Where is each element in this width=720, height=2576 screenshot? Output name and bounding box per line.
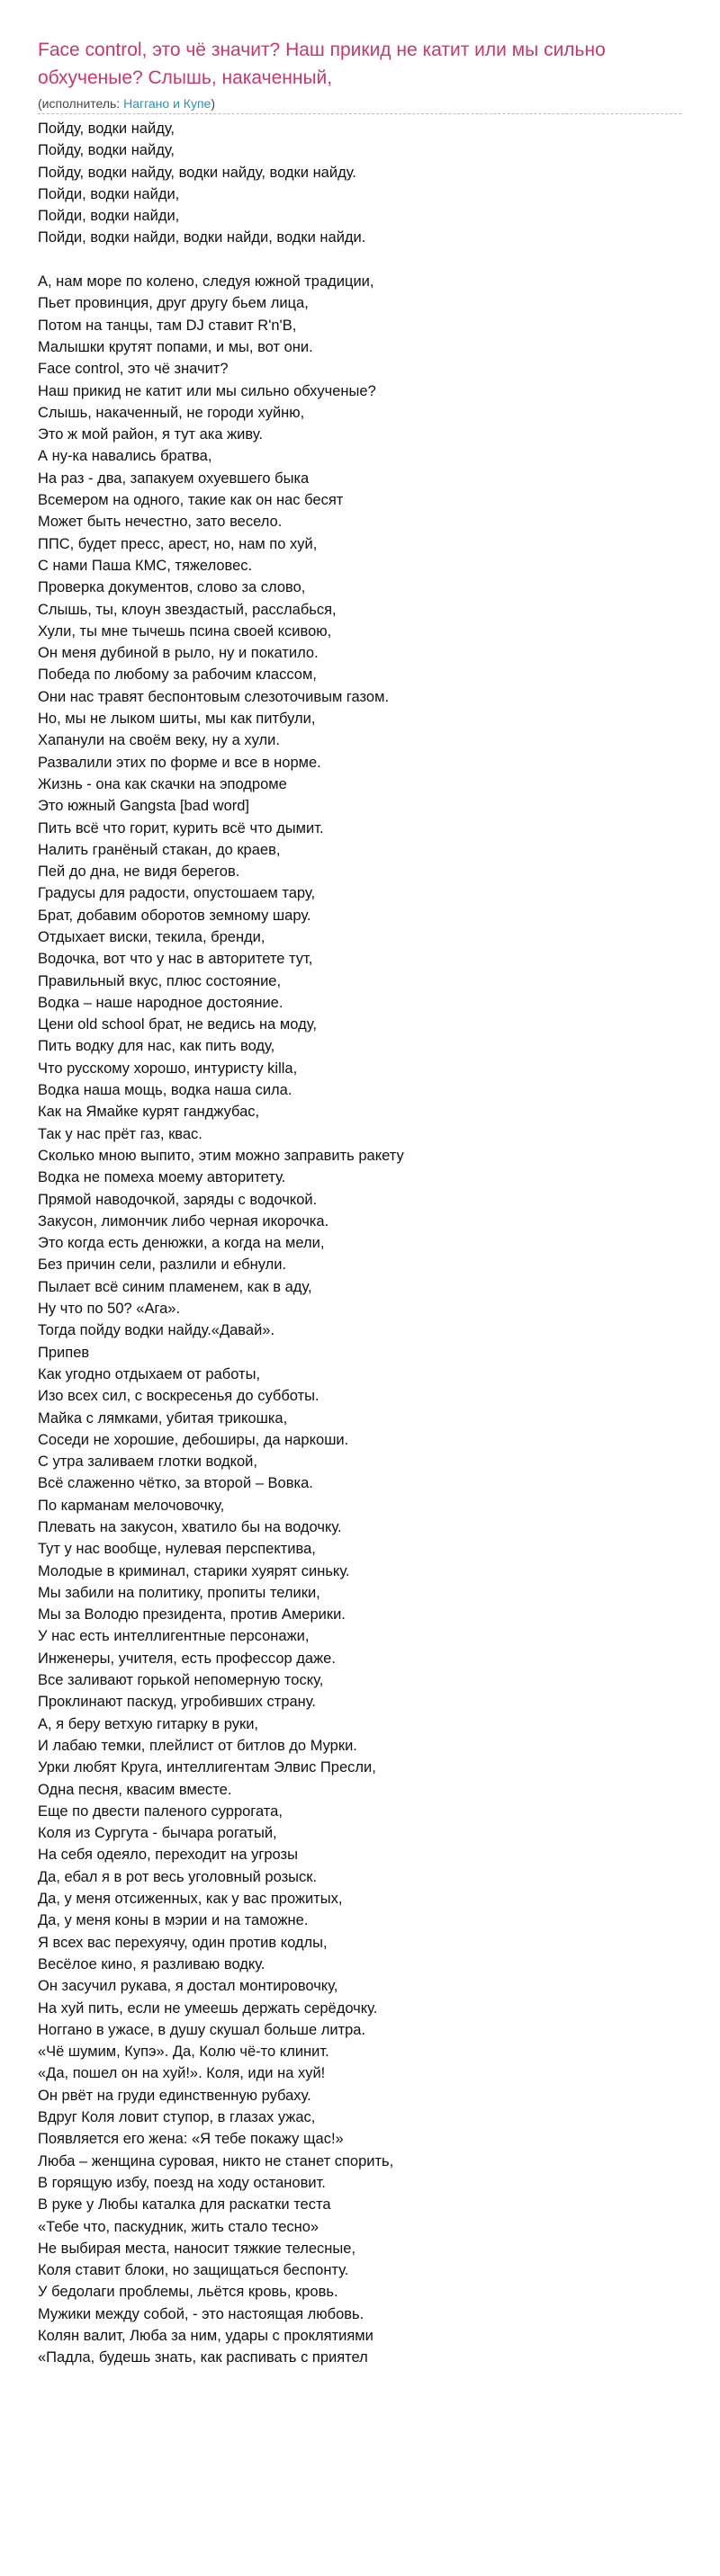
lyric-line: Это ж мой район, я тут ака живу. [38, 426, 263, 443]
lyric-line: Градусы для радости, опустошаем тару, [38, 885, 316, 902]
lyric-line: Припев [38, 1344, 90, 1361]
lyric-line: Так у нас прёт газ, квас. [38, 1125, 202, 1142]
lyric-line: Жизнь - она как скачки на эподроме [38, 775, 287, 792]
lyric-line: Вдруг Коля ловит ступор, в глазах ужас, [38, 2109, 316, 2126]
song-header [38, 36, 681, 114]
lyric-line: Появляется его жена: «Я тебе покажу щас!» [38, 2131, 344, 2148]
lyric-line: Всемером на одного, такие как он нас бесят [38, 492, 344, 509]
lyric-line: Пить водку для нас, как пить воду, [38, 1038, 275, 1055]
lyric-line: Как на Ямайке курят ганджубас, [38, 1104, 260, 1121]
lyric-line: На раз - два, запакуем охуевшего быка [38, 470, 310, 487]
lyric-line: Хули, ты мне тычешь псина своей ксивою, [38, 622, 332, 640]
lyric-line: Плевать на закусон, хватило бы на водочку. [38, 1519, 342, 1535]
lyric-line: Он меня дубиной в рыло, ну и покатило. [38, 645, 319, 662]
lyric-line: Пойди, водки найди, водки найди, водки найди. [38, 229, 366, 246]
lyric-line: Развалили этих по форме и все в норме. [38, 754, 321, 771]
lyric-line: Ноггано в ужасе, в душу скушал больше литра. [38, 2021, 366, 2038]
lyric-line: По карманам мелочовочку, [38, 1497, 225, 1514]
lyric-line: Водочка, вот что у нас в авторитете тут, [38, 951, 313, 968]
lyric-line: Водка наша мощь, водка наша сила. [38, 1082, 292, 1099]
lyric-line: Потом на танцы, там DJ ставит R'n'B, [38, 317, 297, 334]
lyric-line: Проверка документов, слово за слово, [38, 579, 306, 596]
lyric-line: На хуй пить, если не умеешь держать серёдочку. [38, 1999, 378, 2017]
lyric-line: Прямой наводочкой, заряды с водочкой. [38, 1191, 318, 1208]
lyric-line: Мужики между собой, - это настоящая любовь. [38, 2305, 364, 2322]
lyric-line: Пей до дна, не видя берегов. [38, 863, 240, 881]
lyric-line: ППС, будет пресс, арест, но, нам по хуй, [38, 535, 318, 552]
lyric-line: «Падла, будешь знать, как распивать с приятел [38, 2349, 368, 2366]
lyric-line: Коля из Сургута - бычара рогатый, [38, 1825, 277, 1842]
lyric-line: Тогда пойду водки найду.«Давай». [38, 1322, 275, 1339]
lyric-line: Всё слаженно чётко, за второй – Вовка. [38, 1475, 313, 1492]
lyric-line: Еще по двести паленого суррогата, [38, 1802, 283, 1820]
lyric-line: Одна песня, квасим вместе. [38, 1781, 232, 1798]
lyric-line: У нас есть интеллигентные персонажи, [38, 1628, 310, 1645]
lyric-line: Весёлое кино, я разливаю водку. [38, 1955, 266, 1972]
lyric-line: Он рвёт на груди единственную рубаху. [38, 2087, 311, 2104]
lyric-line: Люба – женщина суровая, никто не станет спорить, [38, 2152, 394, 2169]
lyric-line: «Тебе что, паскудник, жить стало тесно» [38, 2218, 320, 2235]
lyric-line: В горящую избу, поезд на ходу остановит. [38, 2174, 326, 2191]
lyric-line: «Да, пошел он на хуй!». Коля, иди на хуй! [38, 2065, 326, 2082]
lyric-line: Я всех вас перехуячу, один против кодлы, [38, 1934, 328, 1951]
lyric-line: Колян валит, Люба за ним, удары с проклятиями [38, 2327, 374, 2344]
lyric-line: Водка не помеха моему авторитету. [38, 1169, 286, 1186]
lyric-line: Хапанули на своём веку, ну а хули. [38, 732, 280, 749]
lyric-line: Может быть нечестно, зато весело. [38, 514, 283, 531]
lyric-line: Пьет провинция, друг другу бьем лица, [38, 295, 309, 312]
lyric-line: С нами Паша КМС, тяжеловес. [38, 557, 253, 574]
lyric-line: Водка – наше народное достояние. [38, 994, 284, 1011]
lyric-line: Они нас травят беспонтовым слезоточивым газом. [38, 688, 390, 705]
lyric-line: Молодые в криминал, старики хуярят синьку. [38, 1562, 350, 1579]
lyric-line: Правильный вкус, плюс состояние, [38, 972, 282, 989]
lyric-line: Мы за Володю президента, против Америки. [38, 1606, 346, 1623]
lyric-line: Слышь, ты, клоун звездастый, расслабься, [38, 601, 337, 618]
lyric-line: С утра заливаем глотки водкой, [38, 1453, 257, 1471]
lyric-line: Закусон, лимончик либо черная икорочка. [38, 1212, 329, 1230]
lyric-line: А, я беру ветхую гитарку в руки, [38, 1715, 258, 1732]
lyric-line: Но, мы не лыком шиты, мы как питбули, [38, 711, 316, 728]
artist-link[interactable]: Наггано и Купе [123, 96, 212, 111]
artist-suffix: ) [211, 96, 215, 111]
lyric-line: А, нам море по колено, следуя южной традиции, [38, 273, 374, 291]
lyric-line: Слышь, накаченный, не городи хуйню, [38, 404, 305, 421]
lyric-line: Инженеры, учителя, есть профессор даже. [38, 1650, 336, 1667]
lyric-line: Да, у меня отсиженных, как у вас прожитых, [38, 1891, 343, 1908]
lyric-line: Майка с лямками, убитая трикошка, [38, 1409, 288, 1427]
lyric-line: Что русскому хорошо, интуристу killa, [38, 1060, 298, 1077]
lyric-line: Отдыхает виски, текила, бренди, [38, 928, 266, 945]
lyric-line: У бедолаги проблемы, льётся кровь, кровь. [38, 2284, 338, 2301]
artist-line [38, 95, 681, 114]
lyric-line: Победа по любому за рабочим классом, [38, 666, 317, 684]
lyric-line: Пылает всё синим пламенем, как в аду, [38, 1278, 312, 1295]
artist-prefix: (исполнитель: [38, 96, 124, 111]
lyric-line: Пойди, водки найди, [38, 185, 180, 202]
lyric-line: Пойди, водки найди, [38, 208, 180, 225]
lyric-line: Да, ебал я в рот весь уголовный розыск. [38, 1868, 318, 1885]
lyric-line: Он засучил рукава, я достал монтировочку, [38, 1978, 338, 1995]
stanza-break [38, 249, 695, 271]
lyric-line: И лабаю темки, плейлист от битлов до Мурки. [38, 1737, 357, 1754]
lyric-line: Налить гранёный стакан, до краев, [38, 841, 281, 858]
lyric-line: Мы забили на политику, пропиты телики, [38, 1584, 320, 1601]
lyric-line: В руке у Любы каталка для раскатки теста [38, 2196, 331, 2214]
lyric-line: Изо всех сил, с воскресенья до субботы. [38, 1388, 320, 1405]
song-title: Face control, это чё значит? Наш прикид не катит или мы сильно обхучeные? Слышь, накаченный, [38, 40, 606, 88]
lyrics-text [38, 118, 695, 2369]
lyric-line: На себя одеяло, переходит на угрозы [38, 1847, 298, 1864]
lyric-line: Проклинают паскуд, угробивших страну. [38, 1694, 316, 1711]
lyric-line: Все заливают горькой непомерную тоску, [38, 1672, 324, 1689]
lyric-line: Пить всё что горит, курить всё что дымит. [38, 819, 324, 836]
lyric-line: Соседи не хорошие, дебоширы, да наркоши. [38, 1431, 349, 1448]
lyric-line: Face control, это чё значит? [38, 361, 229, 378]
lyric-line: Урки любят Круга, интеллигентам Элвис Пресли, [38, 1759, 376, 1776]
lyric-line: А ну-ка навались братва, [38, 448, 212, 465]
lyric-line: Это когда есть денюжки, а когда на мели, [38, 1235, 325, 1252]
lyric-line: Не выбирая места, наносит тяжкие телесные, [38, 2240, 356, 2257]
lyric-line: Малышки крутят попами, и мы, вот они. [38, 338, 313, 355]
lyric-line: Пойду, водки найду, водки найду, водки найду. [38, 164, 356, 181]
lyric-line: Как угодно отдыхаем от работы, [38, 1365, 261, 1382]
lyric-line: Тут у нас вообще, нулевая перспектива, [38, 1541, 316, 1558]
lyric-line: Пойду, водки найду, [38, 121, 176, 137]
lyric-line: Да, у меня коны в мэрии и на таможне. [38, 1912, 309, 1929]
lyric-line: Это южный Gangsta [bad word] [38, 798, 249, 815]
lyric-line: Без причин сели, разлили и ебнули. [38, 1257, 287, 1274]
lyric-line: Коля ставит блоки, но защищаться беспонту. [38, 2262, 349, 2279]
lyric-line: «Чё шумим, Купэ». Да, Колю чё-то клинит. [38, 2044, 329, 2061]
lyric-line: Цени old school брат, не ведись на моду, [38, 1016, 317, 1033]
lyric-line: Брат, добавим оборотов земному шару. [38, 907, 311, 924]
lyric-line: Ну что по 50? «Ага». [38, 1301, 181, 1318]
lyric-line: Наш прикид не катит или мы сильно обхучeные? [38, 382, 376, 399]
lyric-line: Сколько мною выпито, этим можно заправить ракету [38, 1147, 404, 1164]
lyric-line: Пойду, водки найду, [38, 142, 176, 159]
